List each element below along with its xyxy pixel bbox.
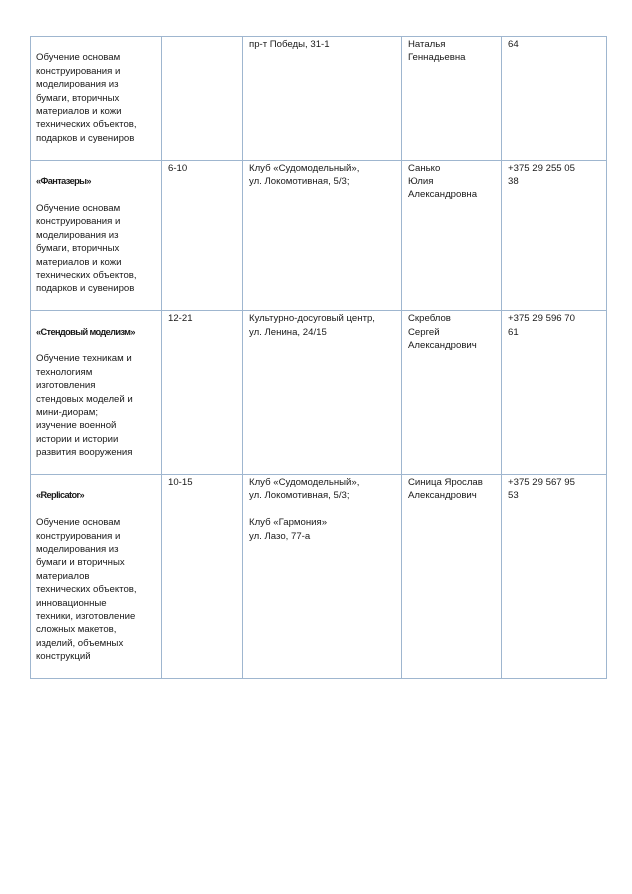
circle-description: Обучение основам конструирования и моделирования из бумаги, вторичных материалов и кожи технических объектов, подарков и сувениров	[36, 202, 137, 295]
teacher-cell	[402, 37, 502, 161]
age-range: 6-10	[168, 162, 188, 174]
address: Клуб «Судомодельный», ул. Локомотивная, 5/3; Клуб «Гармония» ул. Лазо, 77-а	[249, 477, 360, 542]
circles-table	[30, 36, 607, 679]
phone-cell	[502, 37, 607, 161]
table-row	[31, 160, 607, 310]
address: пр-т Победы, 31-1	[249, 39, 330, 50]
circle-description-cell	[31, 160, 162, 310]
circle-description: Обучение техникам и технологиям изготовления стендовых моделей и мини-диорам; изучение военной истории и истории развития вооружения	[36, 353, 133, 459]
circle-description-cell	[31, 311, 162, 475]
age-range: 10-15	[168, 477, 193, 488]
table-row	[31, 311, 607, 475]
age-cell	[162, 475, 243, 679]
address-cell	[243, 475, 402, 679]
circle-name: «Replicator»	[36, 490, 84, 501]
phone-cell	[502, 475, 607, 679]
age-cell	[162, 37, 243, 161]
age-cell	[162, 311, 243, 475]
age-cell	[162, 160, 243, 310]
phone-number: 64	[508, 39, 519, 50]
table-row	[31, 475, 607, 679]
teacher-name: Скреблов Сергей Александрович	[408, 313, 477, 351]
teacher-cell	[402, 160, 502, 310]
circle-description: Обучение основам конструирования и моделирования из бумаги, вторичных материалов и кожи технических объектов, подарков и сувениров	[36, 52, 137, 144]
address-cell	[243, 37, 402, 161]
phone-number: +375 29 567 95 53	[508, 477, 575, 502]
phone-cell	[502, 160, 607, 310]
phone-cell	[502, 311, 607, 475]
teacher-cell	[402, 311, 502, 475]
circle-name: «Стендовый моделизм»	[36, 326, 135, 337]
teacher-name: Наталья Геннадьевна	[408, 39, 466, 64]
circle-name: «Фантазеры»	[36, 176, 91, 187]
address: Клуб «Судомодельный», ул. Локомотивная, 5/3;	[249, 162, 360, 188]
circle-description: Обучение основам конструирования и моделирования из бумаги и вторичных материалов технических объектов, инновационные техники, изготовление сложных макетов, изделий, объемных конструкций	[36, 517, 137, 663]
phone-number: +375 29 596 70 61	[508, 313, 575, 338]
teacher-name: Санько Юлия Александровна	[408, 162, 478, 201]
table-row	[31, 37, 607, 161]
address: Культурно-досуговый центр, ул. Ленина, 24/15	[249, 313, 375, 338]
circle-description-cell	[31, 475, 162, 679]
teacher-name: Синица Ярослав Александрович	[408, 477, 483, 502]
teacher-cell	[402, 475, 502, 679]
phone-number: +375 29 255 05 38	[508, 162, 575, 188]
circle-description-cell	[31, 37, 162, 161]
age-range: 12-21	[168, 313, 193, 325]
address-cell	[243, 160, 402, 310]
address-cell	[243, 311, 402, 475]
